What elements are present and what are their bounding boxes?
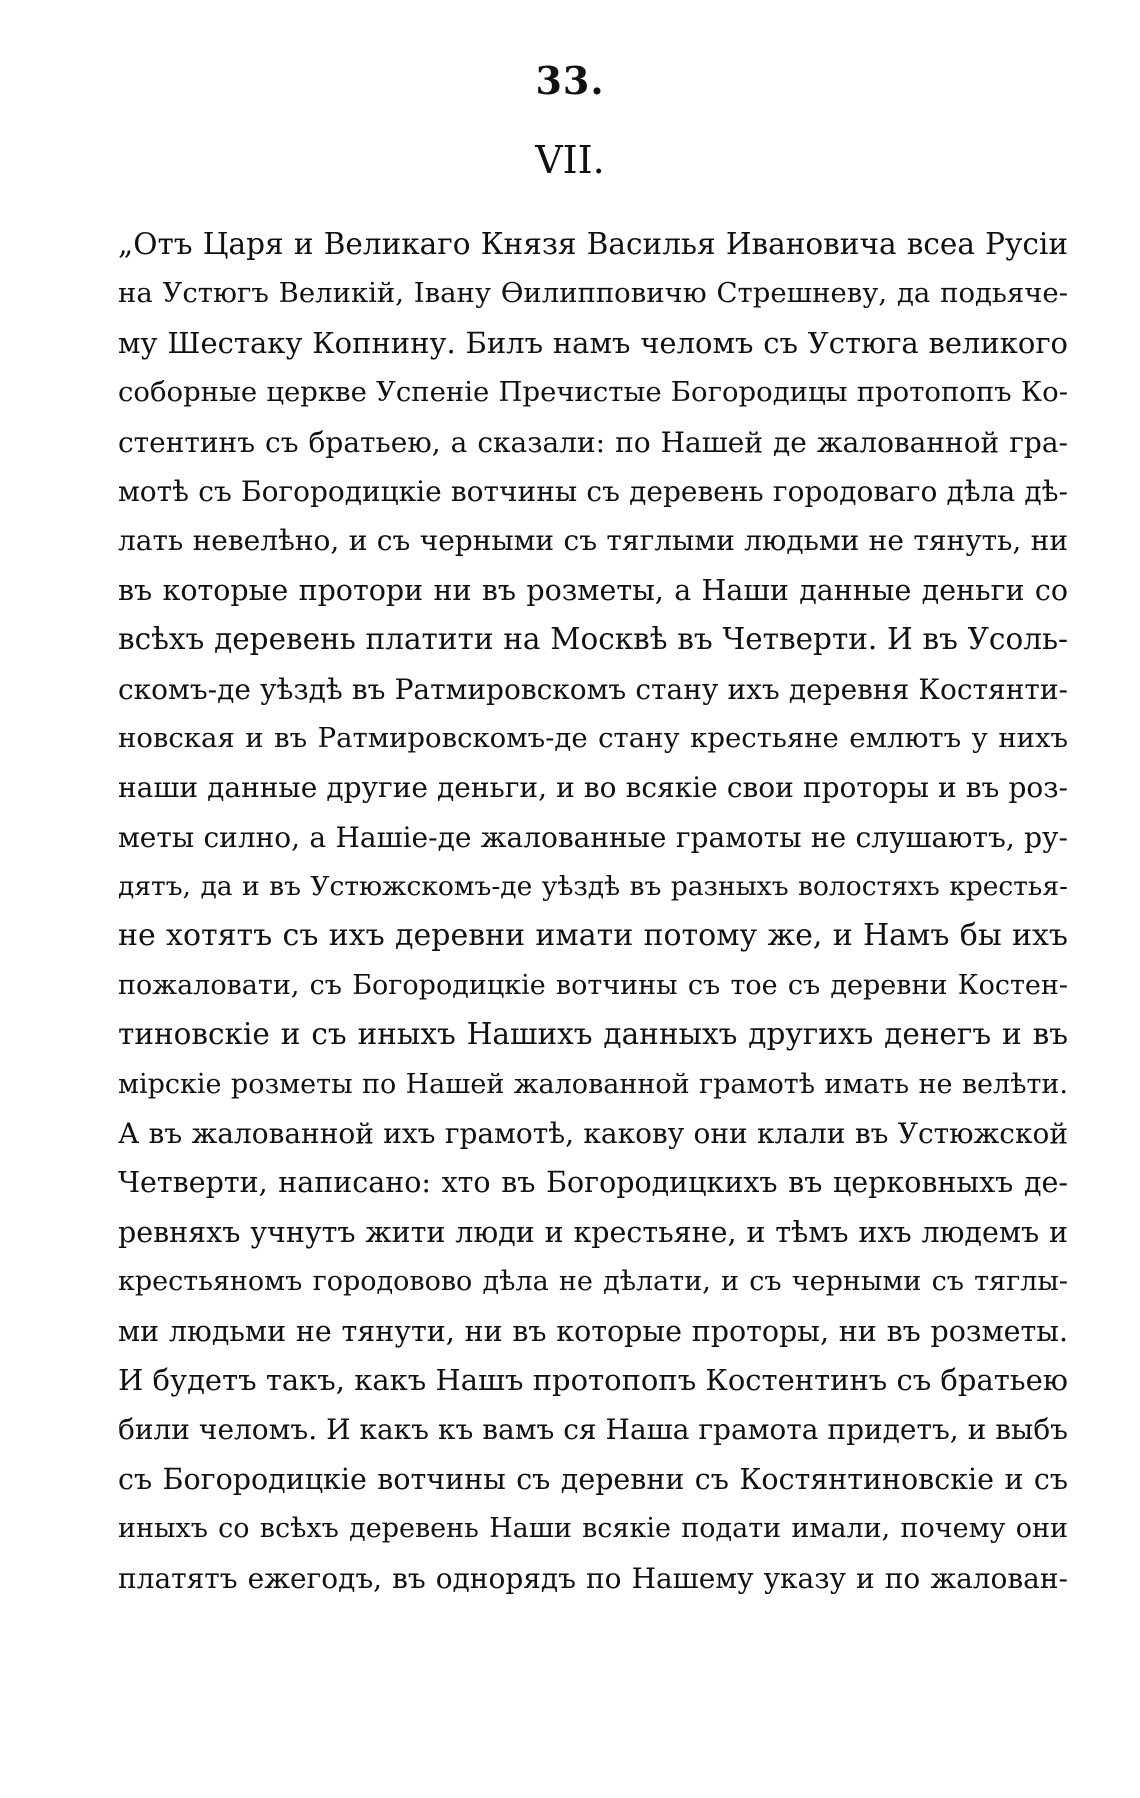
text-line: меты силно, а Нашіе-де жалованные грамоты не слушаютъ, ру- [118, 820, 1068, 854]
text-line: А въ жалованной ихъ грамотѣ, какову они клали въ Устюжской [118, 1117, 1068, 1151]
text-line: „Отъ Царя и Великаго Князя Василья Ивановича всеа Русіи [118, 227, 1068, 261]
text-line: пожаловати, съ Богородицкіе вотчины съ тое съ деревни Костен- [118, 969, 1068, 1001]
text-line: мотѣ съ Богородицкіе вотчины съ деревень городоваго дѣла дѣ- [118, 474, 1068, 508]
text-line: иныхъ со всѣхъ деревень Наши всякіе подати имали, почему они [118, 1513, 1068, 1545]
page-number: 33. [535, 58, 605, 103]
text-line: соборные церкве Успеніе Пречистые Богородицы протопопъ Ко- [118, 376, 1068, 409]
text-line: всѣхъ деревень платити на Москвѣ въ Четверти. И въ Усоль- [118, 622, 1068, 657]
text-line: лать невелѣно, и съ черными съ тяглыми людьми не тянуть, ни [118, 524, 1068, 558]
text-line: били челомъ. И какъ къ вамъ ся Наша грамота придетъ, и выбъ [118, 1413, 1068, 1447]
section-heading: VII. [535, 138, 605, 182]
body-text [118, 220, 1068, 1603]
text-line: въ которые протори ни въ розметы, а Наши данные деньги со [118, 573, 1068, 607]
text-line: ми людьми не тянути, ни въ которые проторы, ни въ розметы. [118, 1314, 1068, 1348]
text-line: Четверти, написано: хто въ Богородицкихъ въ церковныхъ де- [118, 1166, 1068, 1200]
text-line: мірскіе розметы по Нашей жалованной грамотѣ имать не велѣти. [118, 1068, 1068, 1100]
text-line: крестьяномъ городовово дѣла не дѣлати, и съ черными съ тяглы- [118, 1266, 1068, 1298]
text-line: дятъ, да и въ Устюжскомъ-де уѣздѣ въ разныхъ волостяхъ крестья- [118, 871, 1068, 903]
text-line: наши данные другие деньги, и во всякіе свои проторы и въ роз- [118, 771, 1068, 805]
text-line: тиновскіе и съ иныхъ Нашихъ данныхъ другихъ денегъ и въ [118, 1017, 1068, 1052]
text-line: стентинъ съ братьею, а сказали: по Нашей де жалованной гра- [118, 425, 1068, 459]
text-line: му Шестаку Копнину. Билъ намъ челомъ съ Устюга великого [118, 325, 1068, 360]
text-line: новская и въ Ратмировскомъ-де стану крестьяне емлютъ у нихъ [118, 721, 1068, 754]
text-line: И будетъ такъ, какъ Нашъ протопопъ Костентинъ съ братьею [118, 1362, 1068, 1397]
text-line: платятъ ежегодъ, въ однорядъ по Нашему указу и по жалован- [118, 1561, 1068, 1595]
text-line: на Устюгъ Великій, Івану Ѳилипповичю Стрешневу, да подьяче- [118, 277, 1068, 310]
text-line: скомъ-де уѣздѣ въ Ратмировскомъ стану ихъ деревня Костянти- [118, 672, 1068, 706]
text-line: съ Богородицкіе вотчины съ деревни съ Костянтиновскіе и съ [118, 1462, 1068, 1496]
text-line: не хотятъ съ ихъ деревни имати потому же, и Намъ бы ихъ [118, 918, 1068, 954]
text-line: ревняхъ учнутъ жити люди и крестьяне, и тѣмъ ихъ людемъ и [118, 1215, 1068, 1249]
